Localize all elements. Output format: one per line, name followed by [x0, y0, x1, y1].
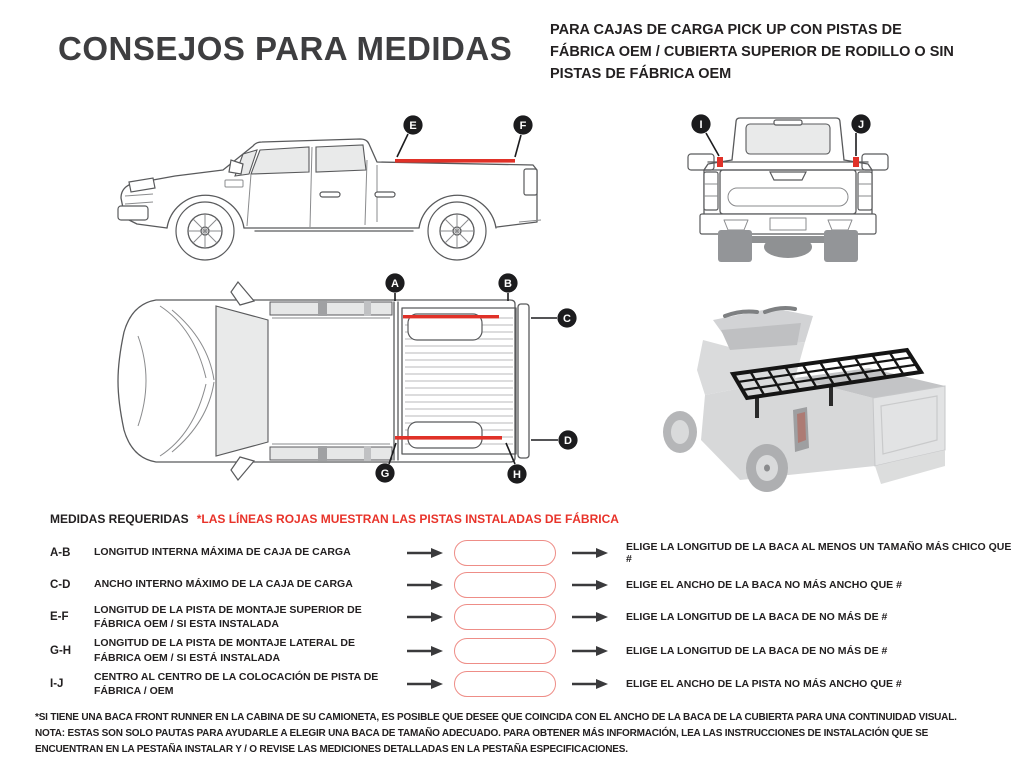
- top-red-track-top: [403, 315, 499, 318]
- side-red-track-line: [395, 159, 515, 163]
- arrow-right-icon: [396, 612, 454, 622]
- arrow-right-icon: [558, 646, 622, 656]
- rear-red-mark-left: [717, 157, 723, 167]
- marker-b-label: B: [504, 278, 512, 290]
- measurement-description: LONGITUD DE LA PISTA DE MONTAJE SUPERIOR DE FÁBRICA OEM / SI ESTA INSTALADA: [94, 604, 362, 631]
- arrow-right-icon: [558, 612, 622, 622]
- measurement-instruction: ELIGE EL ANCHO DE LA PISTA NO MÁS ANCHO QUE #: [626, 677, 902, 690]
- measurement-row-ab: [50, 539, 1012, 566]
- measurement-value-field[interactable]: [454, 671, 556, 697]
- rear-view-diagram: [682, 110, 894, 266]
- marker-d: [531, 430, 578, 449]
- marker-e-label: E: [409, 120, 417, 132]
- marker-j: [851, 114, 870, 156]
- marker-f: [513, 115, 532, 157]
- top-view-truck-illustration: [112, 270, 592, 492]
- measurement-value-field[interactable]: [454, 638, 556, 664]
- measurement-instruction: ELIGE LA LONGITUD DE LA BACA DE NO MÁS DE #: [626, 644, 888, 657]
- marker-a: [385, 273, 404, 301]
- measurement-value-field[interactable]: [454, 572, 556, 598]
- marker-d-label: D: [564, 435, 572, 447]
- marker-i-label: I: [699, 119, 703, 131]
- measurement-description: LONGITUD INTERNA MÁXIMA DE CAJA DE CARGA: [94, 546, 351, 559]
- measurement-instruction: ELIGE LA LONGITUD DE LA BACA DE NO MÁS DE #: [626, 611, 888, 624]
- arrow-right-icon: [558, 679, 622, 689]
- iso-truck-with-rack-illustration: [645, 290, 980, 502]
- measurement-code: I-J: [50, 677, 64, 690]
- page-subtitle: PARA CAJAS DE CARGA PICK UP CON PISTAS DE FÁBRICA OEM / CUBIERTA SUPERIOR DE RODILLO O SIN PISTAS DE FÁBRICA OEM: [550, 22, 954, 82]
- page-title: CONSEJOS PARA MEDIDAS: [58, 30, 513, 67]
- footnote-disclaimer: NOTA: ESTAS SON SOLO PAUTAS PARA AYUDARLE A ELEGIR UNA BACA DE TAMAÑO ADECUADO. PARA OBTENER MÁS INFORMACIÓN, LEA LAS INSTRUCCIONES DE INSTALACIÓN QUE SE ENCUENTRAN EN LA PESTAÑA INSTALAR Y / O REVISE LAS MEDICIONES DETALLADAS EN LA PESTAÑA ESPECIFICACIONES.: [35, 728, 929, 755]
- red-lines-note: *LAS LÍNEAS ROJAS MUESTRAN LAS PISTAS INSTALADAS DE FÁBRICA: [196, 512, 619, 526]
- measurement-description: ANCHO INTERNO MÁXIMO DE LA CAJA DE CARGA: [94, 578, 353, 591]
- side-view-diagram: [105, 110, 545, 268]
- arrow-right-icon: [396, 580, 454, 590]
- marker-b: [498, 273, 517, 301]
- measurements-section: [50, 512, 1012, 703]
- arrow-right-icon: [396, 679, 454, 689]
- marker-j-label: J: [857, 119, 865, 131]
- measurement-code: E-F: [50, 611, 69, 624]
- measurement-code: C-D: [50, 578, 71, 591]
- marker-g-label: G: [380, 468, 390, 480]
- measurement-row-ef: [50, 603, 1012, 631]
- marker-c: [531, 308, 577, 327]
- measurement-code: G-H: [50, 644, 72, 657]
- footnote-compatibility: *SI TIENE UNA BACA FRONT RUNNER EN LA CABINA DE SU CAMIONETA, ES POSIBLE QUE DESEE QUE COINCIDA CON EL ANCHO DE LA BACA DE LA CUBIERTA PARA UNA CONTINUIDAD VISUAL.: [35, 712, 957, 723]
- marker-i: [691, 114, 719, 156]
- measurements-title: MEDIDAS REQUERIDAS: [50, 512, 189, 526]
- measurement-instruction: ELIGE LA LONGITUD DE LA BACA AL MENOS UN TAMAÑO MÁS CHICO QUE #: [626, 540, 1012, 565]
- footnotes: [35, 710, 997, 758]
- measurement-instruction: ELIGE EL ANCHO DE LA BACA NO MÁS ANCHO QUE #: [626, 578, 902, 591]
- arrow-right-icon: [396, 548, 454, 558]
- measurement-description: CENTRO AL CENTRO DE LA COLOCACIÓN DE PISTA DE FÁBRICA / OEM: [94, 670, 379, 697]
- side-view-truck-illustration: [105, 110, 545, 268]
- marker-h-label: H: [513, 469, 521, 481]
- marker-f-label: F: [519, 120, 527, 132]
- iso-view-diagram: [645, 290, 980, 502]
- measurement-value-field[interactable]: [454, 604, 556, 630]
- marker-a-label: A: [391, 278, 399, 290]
- arrow-right-icon: [558, 580, 622, 590]
- measurement-row-ij: [50, 670, 1012, 698]
- top-red-track-bottom: [395, 436, 502, 440]
- measurement-code: A-B: [50, 546, 71, 559]
- measurement-value-field[interactable]: [454, 540, 556, 566]
- marker-c-label: C: [563, 313, 571, 325]
- marker-e: [397, 115, 423, 157]
- arrow-right-icon: [396, 646, 454, 656]
- measurement-row-cd: [50, 571, 1012, 598]
- top-view-diagram: [112, 270, 592, 492]
- measurement-description: LONGITUD DE LA PISTA DE MONTAJE LATERAL DE FÁBRICA OEM / SI ESTÁ INSTALADA: [94, 637, 355, 664]
- rear-red-mark-right: [853, 157, 859, 167]
- rear-view-truck-illustration: [682, 110, 894, 266]
- measurement-row-gh: [50, 636, 1012, 664]
- arrow-right-icon: [558, 548, 622, 558]
